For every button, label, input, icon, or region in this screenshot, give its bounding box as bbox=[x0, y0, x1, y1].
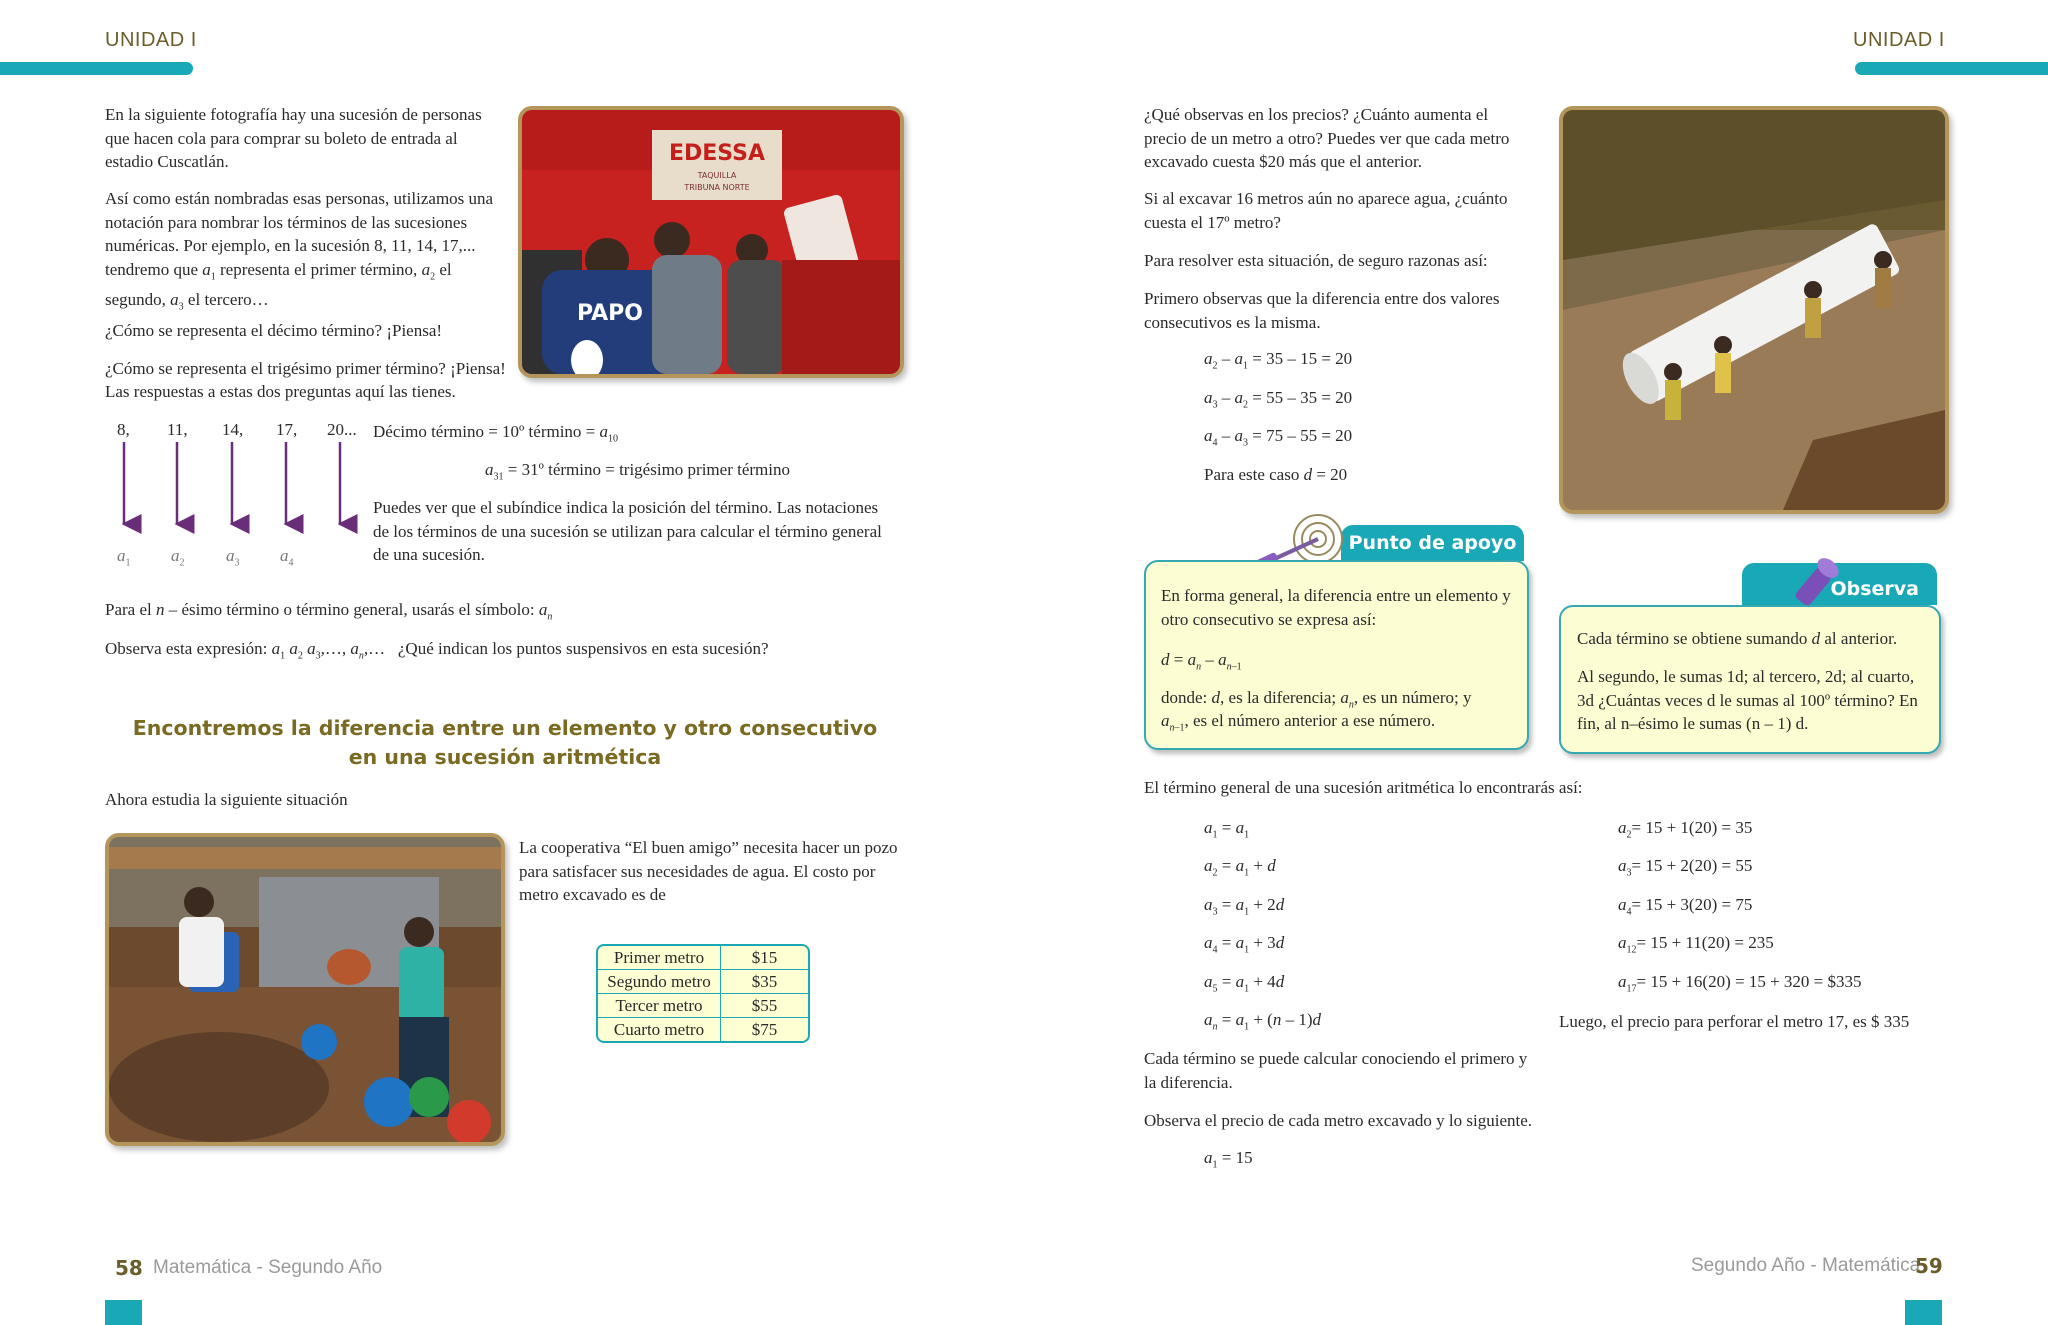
photo-pipe bbox=[1559, 106, 1949, 514]
ahora-line: Ahora estudia la siguiente situación bbox=[105, 790, 348, 809]
svg-text:TAQUILLA: TAQUILLA bbox=[697, 171, 737, 180]
diff-eq-2: $a_3 - a_2 = 55 - 35 = 20$ bbox=[1204, 388, 1353, 411]
notation-text-1: Así como están nombradas esas personas, utilizamos una notación para nombrar los términos de las sucesiones numéricas. Por ejemplo, en la sucesión 8, 11, 14, 17,... bbox=[105, 189, 494, 255]
resolver-line: Para resolver esta situación, de seguro razonas así: bbox=[1144, 251, 1488, 270]
table-row: Primer metro $15 bbox=[598, 946, 808, 970]
observa-text-2: Al segundo, le sumas 1d; al tercero, 2d; al cuarto, 3d ¿Cuántas veces d le sumas al 100º término? En fin, al n–ésimo le sumas (n – 1) d. bbox=[1577, 667, 1918, 733]
punto-tab: Punto de apoyo bbox=[1341, 525, 1524, 561]
termino-general-line: El término general de una sucesión aritmética lo encontrarás así: bbox=[1144, 778, 1583, 797]
notation-paragraph bbox=[105, 187, 500, 319]
footer-text-right: Segundo Año - Matemática bbox=[1691, 1255, 1921, 1276]
caso-line: Para este caso d = 20 bbox=[1204, 465, 1348, 484]
calc-eq-17: $a_{17}= 15 + 16(20) = 15 + 320$ = $335 bbox=[1618, 972, 1862, 995]
footer-square-left bbox=[105, 1300, 142, 1325]
observa-precio-line: Observa el precio de cada metro excavado y lo siguiente. bbox=[1144, 1111, 1533, 1130]
question-trigesimo: ¿Cómo se representa el trigésimo primer término? ¡Piensa! bbox=[105, 359, 506, 378]
photo-sign-text: EDESSA bbox=[668, 141, 766, 166]
photo-shirt-text: PAPO bbox=[577, 301, 643, 326]
answers-line: Las respuestas a estas dos preguntas aquí las tienes. bbox=[105, 382, 456, 401]
gen-eq-n: $a_n = a_1 + (n - 1)d$ bbox=[1204, 1010, 1322, 1033]
header-bar-left bbox=[0, 62, 193, 75]
gen-eq-1: $a_1 = a_1$ bbox=[1204, 818, 1250, 841]
gen-eq-5: $a_5 = a_1 + 4d$ bbox=[1204, 972, 1285, 995]
calc-eq-4: $a_4= 15 + 3(20) = 75$ bbox=[1618, 895, 1753, 918]
q-16-paragraph: Si al excavar 16 metros aún no aparece agua, ¿cuánto cuesta el 17º metro? bbox=[1144, 189, 1508, 232]
calc-eq-2: $a_2= 15 + 1(20) = 35$ bbox=[1618, 818, 1753, 841]
svg-text:TRIBUNA NORTE: TRIBUNA NORTE bbox=[684, 183, 750, 192]
calc-eq-3: $a_3= 15 + 2(20) = 55$ bbox=[1618, 856, 1753, 879]
gen-eq-4: $a_4 = a_1 + 3d$ bbox=[1204, 933, 1285, 956]
observa-tab: Observa bbox=[1742, 563, 1937, 605]
page-number-right: 59 bbox=[1915, 1254, 1943, 1278]
table-row: Segundo metro $35 bbox=[598, 970, 808, 994]
footer-text-left: Matemática - Segundo Año bbox=[153, 1257, 383, 1278]
punto-text-3: $a_{n-1}$, es el número anterior a ese número. bbox=[1161, 711, 1436, 734]
decimo-line: Décimo término = 10º término = $a_{10}$ bbox=[373, 422, 619, 445]
cost-table bbox=[596, 944, 810, 1043]
seq-number-4: 17, bbox=[276, 420, 298, 439]
n-esimo-line: Para el n – ésimo término o término general, usarás el símbolo: $a_n$ bbox=[105, 600, 553, 623]
expression-line: Observa esta expresión: $a_1$ $a_2$ $a_3,\dots$, $a_n,\dots$ ¿Qué indican los puntos suspensivos en esta sucesión? bbox=[105, 639, 769, 662]
header-bar-right bbox=[1855, 62, 2048, 75]
punto-apoyo-box bbox=[1144, 560, 1529, 750]
seq-term-1: $a_1$ bbox=[117, 546, 131, 569]
diff-eq-1: $a_2 - a_1 = 35 - 15 = 20$ bbox=[1204, 349, 1353, 372]
notation-text-2: tendremo que $a_1$ representa el primer término, $a_2$ el bbox=[105, 259, 452, 282]
seq-number-1: 8, bbox=[117, 420, 130, 439]
observa-box bbox=[1559, 605, 1941, 754]
coop-paragraph: La cooperativa “El buen amigo” necesita hacer un pozo para satisfacer sus necesidades de agua. El costo por metro excavado es de bbox=[519, 838, 898, 904]
gen-eq-3: $a_3 = a_1 + 2d$ bbox=[1204, 895, 1285, 918]
calc-eq-12: $a_{12}= 15 + 11(20) = 235$ bbox=[1618, 933, 1774, 956]
seq-number-2: 11, bbox=[167, 420, 188, 439]
punto-text-2: donde: d, es la diferencia; $a_n$, es un número; y bbox=[1161, 688, 1472, 711]
unit-label-left: UNIDAD I bbox=[105, 29, 197, 51]
a1-value: $a_1 = 15$ bbox=[1204, 1148, 1253, 1171]
seq-term-2: $a_2$ bbox=[171, 546, 185, 569]
question-decimo: ¿Cómo se representa el décimo término? ¡Piensa! bbox=[105, 321, 443, 340]
section-subtitle: Encontremos la diferencia entre un elemento y otro consecutivo en una sucesión aritmética bbox=[132, 716, 878, 769]
pipe-image bbox=[1563, 110, 1945, 510]
table-row: Cuarto metro $75 bbox=[598, 1018, 808, 1041]
intro-paragraph: En la siguiente fotografía hay una sucesión de personas que hacen cola para comprar su boleto de entrada al estadio Cuscatlán. bbox=[105, 105, 482, 171]
gen-eq-2: $a_2 = a_1 + d$ bbox=[1204, 856, 1276, 879]
luego-line: Luego, el precio para perforar el metro 17, es $ 335 bbox=[1559, 1012, 1910, 1031]
queue-image bbox=[522, 110, 900, 374]
observa-text-1: Cada término se obtiene sumando d al anterior. bbox=[1577, 629, 1898, 648]
notation-text-3: segundo, $a_3$ el tercero… bbox=[105, 290, 269, 313]
q-precios-paragraph: ¿Qué observas en los precios? ¿Cuánto aumenta el precio de un metro a otro? Puedes ver que cada metro excavado cuesta $20 más que el anterior. bbox=[1144, 105, 1510, 171]
seq-term-3: $a_3$ bbox=[226, 546, 240, 569]
trigesimo-line: $a_{31}$ = 31º término = trigésimo primer término bbox=[485, 460, 790, 483]
photo-well bbox=[105, 833, 505, 1146]
diff-eq-3: $a_4 - a_3 = 75 - 55 = 20$ bbox=[1204, 426, 1353, 449]
seq-number-5: 20... bbox=[327, 420, 357, 439]
punto-formula: $d = a_n - a_{n-1}$ bbox=[1161, 650, 1242, 673]
table-row: Tercer metro $55 bbox=[598, 994, 808, 1018]
seq-arrows bbox=[105, 442, 365, 542]
page-number-left: 58 bbox=[115, 1256, 143, 1280]
subindice-paragraph: Puedes ver que el subíndice indica la posición del término. Las notaciones de los términos de una sucesión se utilizan para calcular el término general de una sucesión. bbox=[373, 498, 882, 564]
well-image bbox=[109, 837, 501, 1142]
photo-queue bbox=[518, 106, 904, 378]
seq-term-4: $a_4$ bbox=[280, 546, 294, 569]
unit-label-right: UNIDAD I bbox=[1853, 29, 1945, 51]
footer-square-right bbox=[1905, 1300, 1942, 1325]
cada-paragraph: Cada término se puede calcular conociendo el primero y la diferencia. bbox=[1144, 1049, 1528, 1092]
sequence-diagram bbox=[105, 418, 365, 568]
punto-text-1: En forma general, la diferencia entre un elemento y otro consecutivo se expresa así: bbox=[1161, 586, 1511, 629]
primero-paragraph: Primero observas que la diferencia entre dos valores consecutivos es la misma. bbox=[1144, 289, 1500, 332]
seq-number-3: 14, bbox=[222, 420, 244, 439]
